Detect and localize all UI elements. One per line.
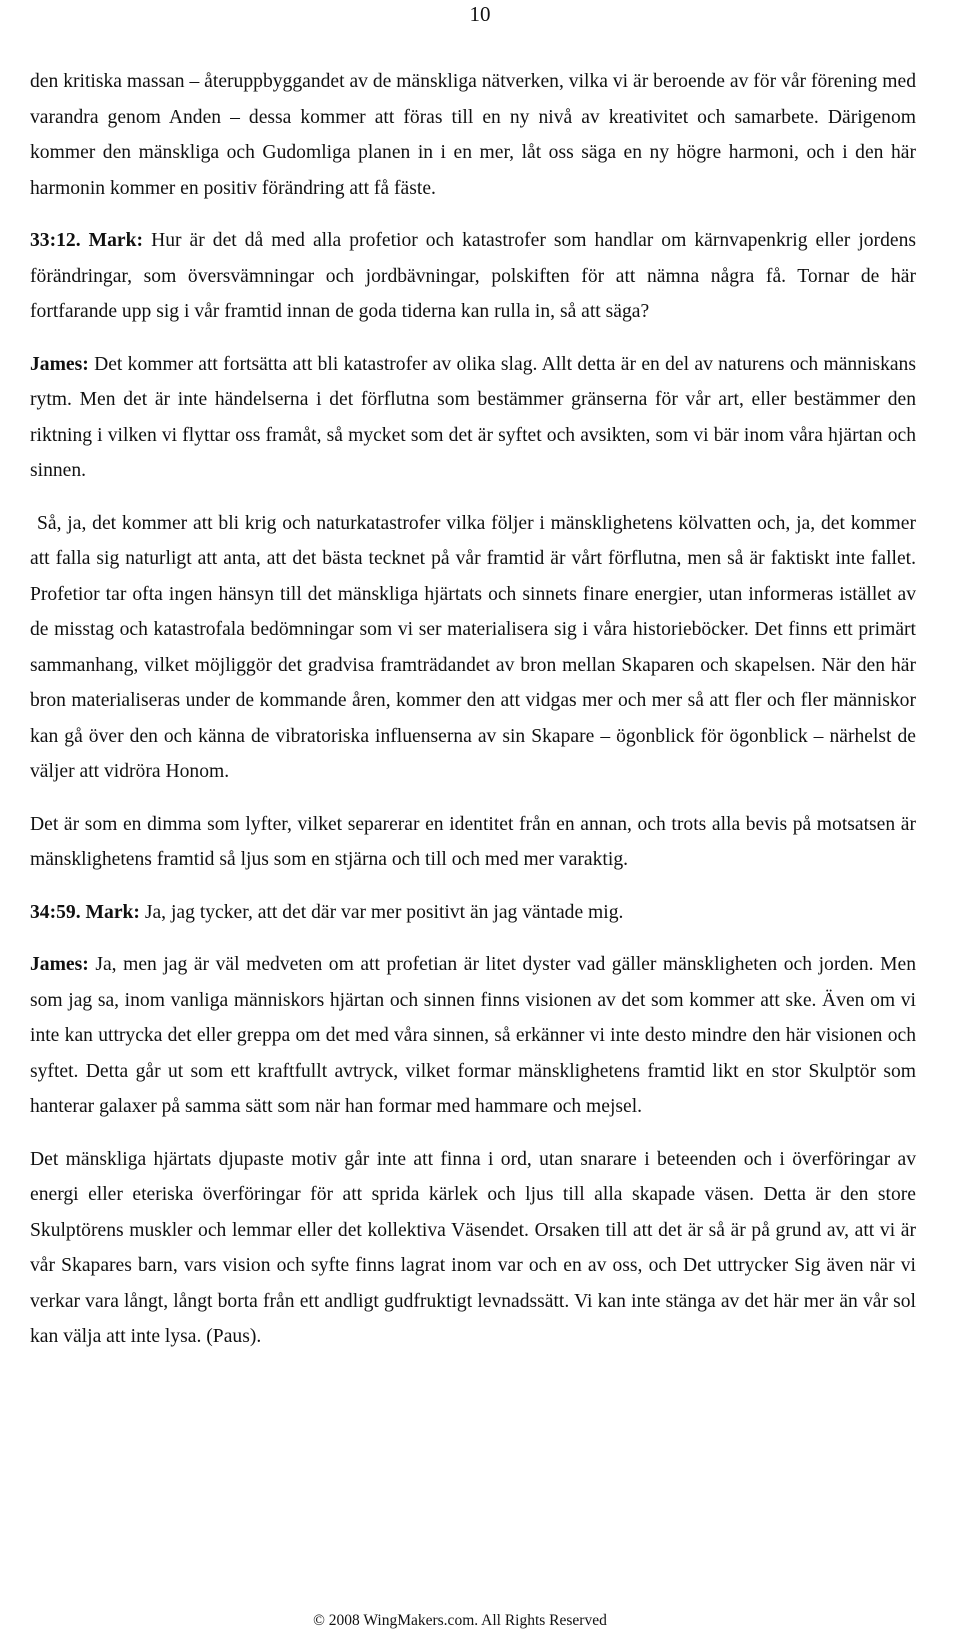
speaker-label: James:	[30, 353, 89, 375]
paragraph: Det mänskliga hjärtats djupaste motiv går inte att finna i ord, utan snarare i beteenden och i överföringar av energi eller eteriska överföringar för att sprida kärlek och ljus till alla skapade väsen. Detta är den store Skulptörens muskler och lemmar eller det kollektiva Väsendet. Orsaken till att det är så är på grund av, att vi är vår Skapares barn, vars vision och syfte finns lagrat inom var och en av oss, och Det uttrycker Sig även när vi verkar vara långt, långt borta från ett andligt gudfruktigt levnadssätt. Vi kan inte stänga av det här mer än vår sol kan välja att inte lysa. (Paus).	[30, 1148, 916, 1347]
timestamp: 33:12.	[30, 230, 81, 251]
paragraph: Så, ja, det kommer att bli krig och naturkatastrofer vilka följer i mänsklighetens kölvatten och, ja, det kommer att falla sig naturligt att anta, att det bästa tecknet på vår framtid är vårt förflutna, men så är faktiskt inte fallet. Profetior tar ofta ingen hänsyn till det mänskliga hjärtats och sinnets finare energier, utan informeras istället av de misstag och katastrofala bedömningar som vi ser materialisera sig i våra historieböcker. Det finns ett primärt sammanhang, vilket möjliggör det gradvisa framträdandet av bron mellan Skaparen och skapelsen. När den här bron materialiseras under de kommande åren, kommer den att vidgas mer och mer så att fler och fler människor kan gå över den och känna de vibratoriska influenserna av sin Skapare – ögonblick för ögonblick – närhelst de väljer att vidröra Honom.	[30, 512, 916, 782]
speaker-label: Mark:	[88, 230, 144, 251]
speaker-label: James:	[30, 954, 89, 975]
paragraph: 33:12. Mark: Hur är det då med alla profetior och katastrofer som handlar om kärnvapenkrig eller jordens förändringar, som översvämningar och jordbävningar, polskiften för att nämna några få. Tornar de här fortfarande upp sig i vår framtid innan de goda tiderna kan rulla in, så att säga?	[30, 230, 916, 322]
paragraph: James: Ja, men jag är väl medveten om att profetian är litet dyster vad gäller mänskligheten och jorden. Men som jag sa, inom vanliga människors hjärtan och sinnen finns visionen av det som kommer att ske. Även om vi inte kan uttrycka det eller greppa om det med våra sinnen, så erkänner vi inte desto mindre den här visionen och syftet. Detta går ut som ett kraftfullt avtryck, vilket formar mänsklighetens framtid likt en stor Skulptör som hanterar galaxer på samma sätt som när han formar med hammare och mejsel.	[30, 954, 916, 1117]
paragraph: Det är som en dimma som lyfter, vilket separerar en identitet från en annan, och trots alla bevis på motsatsen är mänsklighetens framtid så ljus som en stjärna och till och med mer varaktig.	[30, 813, 916, 870]
page-number: 10	[469, 2, 491, 26]
copyright-footer: © 2008 WingMakers.com. All Rights Reserved	[313, 1612, 607, 1629]
paragraph: 34:59. Mark: Ja, jag tycker, att det där var mer positivt än jag väntade mig.	[30, 901, 624, 923]
speaker-label: Mark:	[85, 901, 140, 923]
timestamp: 34:59.	[30, 901, 81, 923]
paragraph: James: Det kommer att fortsätta att bli katastrofer av olika slag. Allt detta är en del av naturens och människans rytm. Men det är inte händelserna i det förflutna som bestämmer gränserna för vår art, eller bestämmer den riktning i vilken vi flyttar oss framåt, så mycket som det är syftet och avsikten, som vi bär inom våra hjärtan och sinnen.	[30, 353, 916, 481]
document-body	[30, 64, 916, 1372]
paragraph: den kritiska massan – återuppbyggandet av de mänskliga nätverken, vilka vi är beroende av för vår förening med varandra genom Anden – dessa kommer att föras till en ny nivå av kreativitet och samarbete. Därigenom kommer den mänskliga och Gudomliga planen in i en mer, låt oss säga en ny högre harmoni, och i den här harmonin kommer en positiv förändring att få fäste.	[30, 71, 916, 199]
